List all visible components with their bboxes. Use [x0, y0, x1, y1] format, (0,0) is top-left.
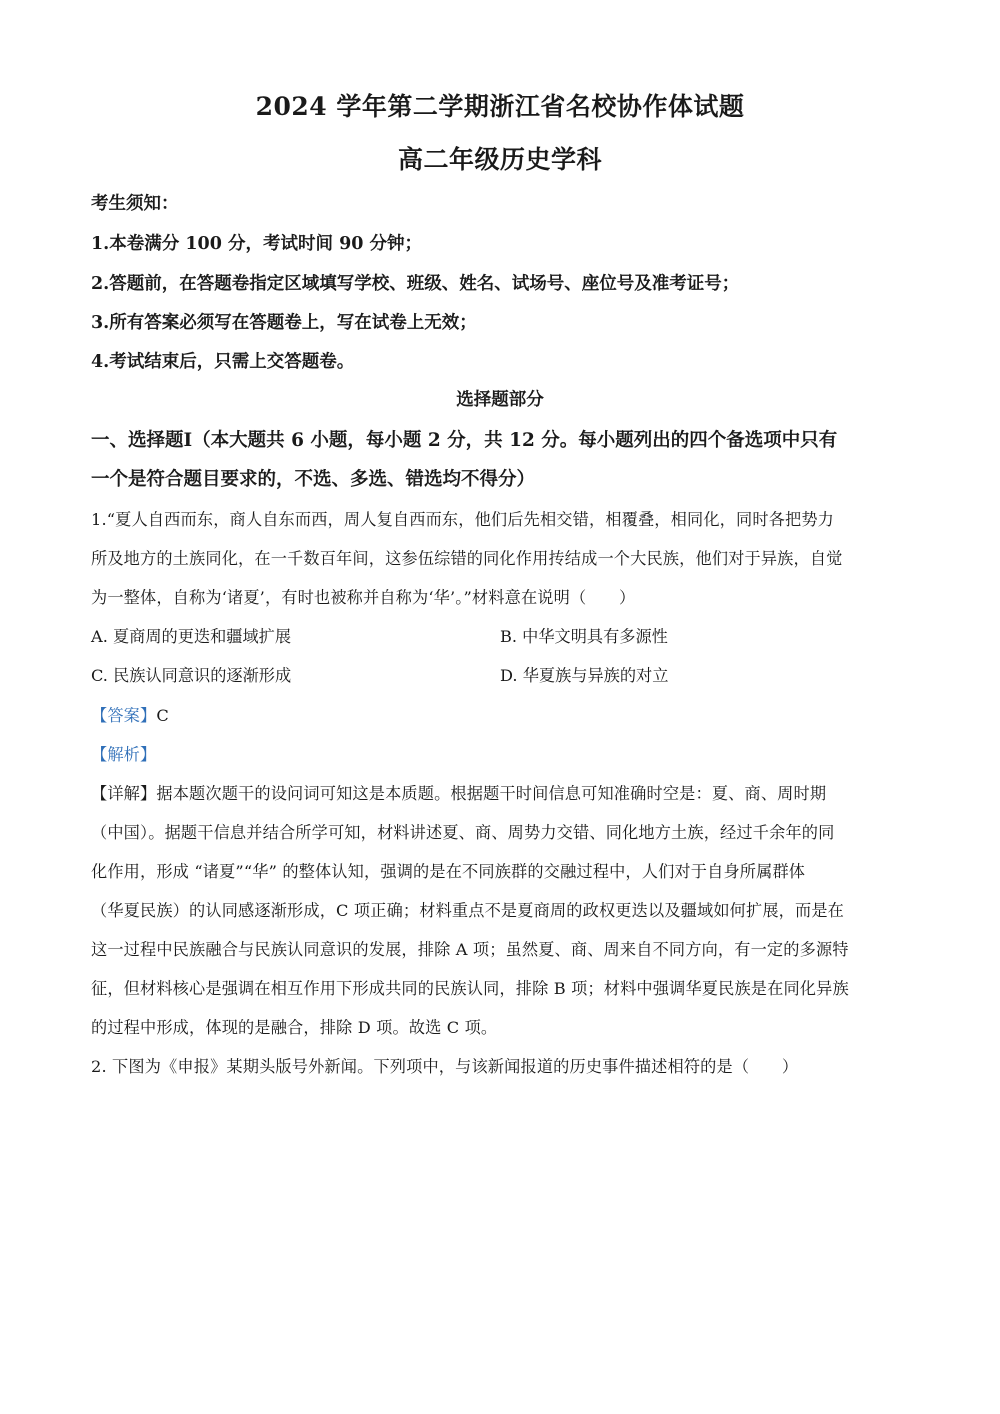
notice-item: 1.本卷满分 100 分，考试时间 90 分钟； — [91, 234, 423, 254]
question-1-stem-line: 所及地方的土族同化，在一千数百年间，这参伍综错的同化作用抟结成一个大民族，他们对于异族，自觉 — [91, 549, 843, 568]
detail-tag: 【详解】 — [91, 784, 157, 803]
analysis-line — [91, 741, 156, 765]
detail-line: 这一过程中民族融合与民族认同意识的发展，排除 A 项；虽然夏、商、周来自不同方向，有一定的多源特 — [91, 940, 849, 959]
detail-line: （中国）。据题干信息并结合所学可知，材料讲述夏、商、周势力交错、同化地方土族，经过千余年的同 — [91, 823, 835, 842]
answer-line — [91, 702, 169, 726]
question-1-stem-line: 为一整体，自称为‘诸夏’，有时也被称并自称为‘华’。”材料意在说明（ ） — [91, 588, 636, 607]
notice-item: 4.考试结束后，只需上交答题卷。 — [91, 352, 355, 372]
answer-tag: 【答案】 — [91, 706, 157, 725]
analysis-tag: 【解析】 — [91, 745, 157, 764]
detail-line: 的过程中形成，体现的是融合，排除 D 项。故选 C 项。 — [91, 1018, 498, 1037]
question-1-stem-line: 1.“夏人自西而东，商人自东而西，周人复自西而东，他们后先相交错，相覆叠，相同化，同时各把势力 — [91, 510, 835, 529]
detail-line — [91, 780, 826, 804]
detail-text: 据本题次题干的设问词可知这是本质题。根据题干时间信息可知准确时空是：夏、商、周时期 — [156, 784, 827, 803]
question-2-stem: 2. 下图为《申报》某期头版号外新闻。下列项中，与该新闻报道的历史事件描述相符的是（ ） — [91, 1057, 799, 1076]
exam-subtitle: 高二年级历史学科 — [397, 145, 602, 174]
detail-line: （华夏民族）的认同感逐渐形成，C 项正确；材料重点不是夏商周的政权更迭以及疆域如何扩展，而是在 — [91, 901, 845, 920]
answer-value: C — [156, 706, 169, 725]
exam-title: 2024 学年第二学期浙江省名校协作体试题 — [255, 92, 745, 121]
detail-line: 征，但材料核心是强调在相互作用下形成共同的民族认同，排除 B 项；材料中强调华夏民族是在同化异族 — [91, 979, 849, 998]
notice-heading: 考生须知： — [91, 194, 179, 214]
notice-item: 2.答题前，在答题卷指定区域填写学校、班级、姓名、试场号、座位号及准考证号； — [91, 274, 740, 294]
question-1-option-a: A. 夏商周的更迭和疆域扩展 — [91, 627, 292, 646]
section-title: 选择题部分 — [456, 390, 544, 410]
question-1-option-c: C. 民族认同意识的逐渐形成 — [91, 666, 292, 685]
part-heading-line: 一、选择题Ⅰ（本大题共 6 小题，每小题 2 分，共 12 分。每小题列出的四个备选项中只有 — [91, 430, 838, 451]
part-heading-line: 一个是符合题目要求的，不选、多选、错选均不得分） — [91, 469, 536, 490]
question-1-option-b: B. 中华文明具有多源性 — [500, 627, 668, 646]
notice-item: 3.所有答案必须写在答题卷上，写在试卷上无效； — [91, 313, 477, 333]
detail-line: 化作用，形成 “诸夏”“华” 的整体认知，强调的是在不同族群的交融过程中，人们对于自身所属群体 — [91, 862, 806, 881]
question-1-option-d: D. 华夏族与异族的对立 — [500, 666, 669, 685]
